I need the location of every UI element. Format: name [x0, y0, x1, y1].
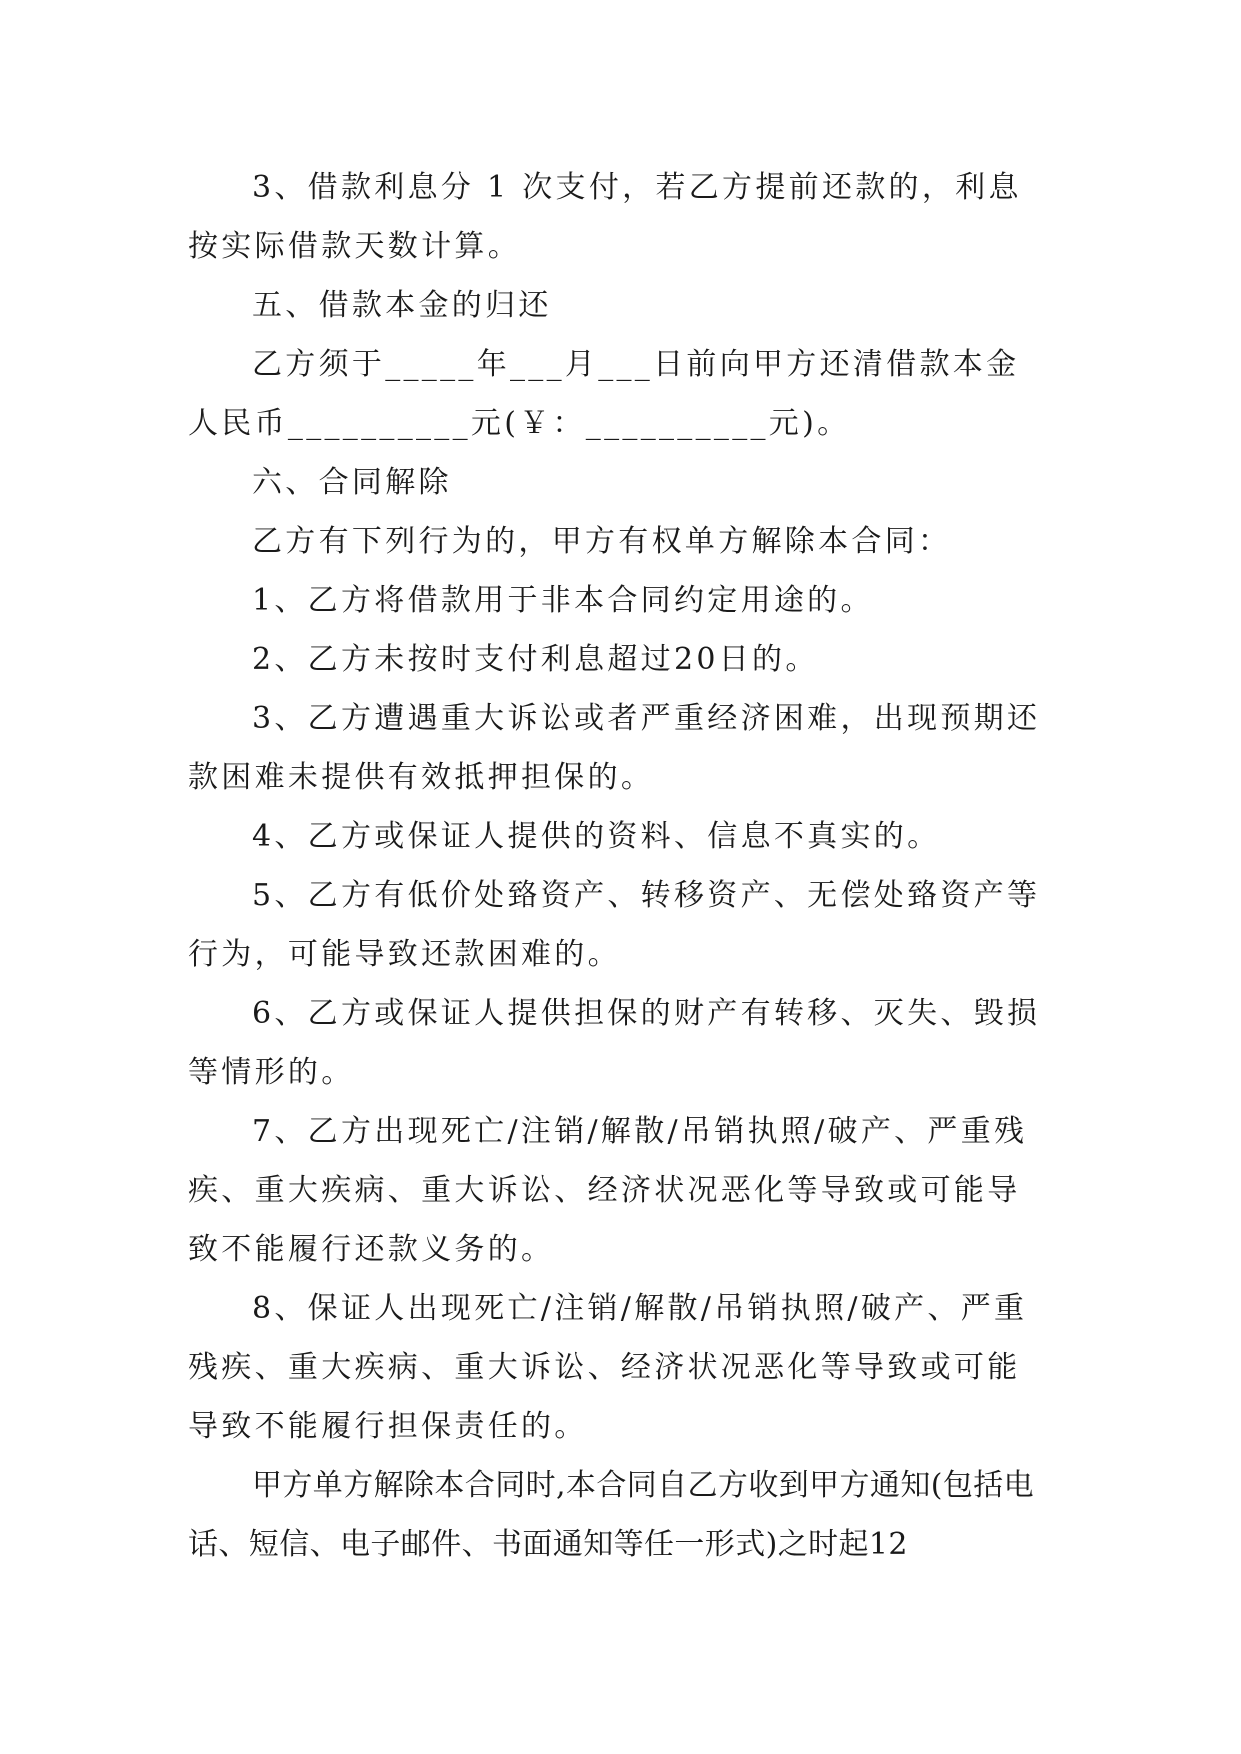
termination-item-1: 1、乙方将借款用于非本合同约定用途的。	[252, 583, 874, 618]
termination-item-4: 4、乙方或保证人提供的资料、信息不真实的。	[252, 819, 941, 854]
section-5-heading: 五、借款本金的归还	[252, 288, 552, 323]
principal-repayment-paragraph: 乙方须于_____年___月___日前向甲方还清借款本金人民币__________元(￥：__________元)。	[188, 347, 1020, 441]
termination-item-3: 3、乙方遭遇重大诉讼或者严重经济困难，出现预期还款困难未提供有效抵押担保的。	[188, 701, 1041, 795]
clause-3-interest: 3、借款利息分 1 次支付，若乙方提前还款的，利息按实际借款天数计算。	[188, 170, 1022, 264]
section-6-heading: 六、合同解除	[252, 465, 452, 500]
termination-effect-paragraph: 甲方单方解除本合同时,本合同自乙方收到甲方通知(包括电话、短信、电子邮件、书面通知等任一形式)之时起12	[188, 1468, 1035, 1562]
termination-item-6: 6、乙方或保证人提供担保的财产有转移、灭失、毁损等情形的。	[188, 996, 1041, 1090]
termination-item-2: 2、乙方未按时支付利息超过20日的。	[252, 642, 819, 677]
termination-intro: 乙方有下列行为的，甲方有权单方解除本合同：	[252, 524, 952, 559]
termination-item-7: 7、乙方出现死亡/注销/解散/吊销执照/破产、严重残疾、重大疾病、重大诉讼、经济状况恶化等导致或可能导致不能履行还款义务的。	[188, 1114, 1028, 1267]
termination-item-5: 5、乙方有低价处臵资产、转移资产、无偿处臵资产等行为，可能导致还款困难的。	[188, 878, 1041, 972]
document-body	[188, 158, 1048, 1574]
termination-item-8: 8、保证人出现死亡/注销/解散/吊销执照/破产、严重残疾、重大疾病、重大诉讼、经济状况恶化等导致或可能导致不能履行担保责任的。	[188, 1291, 1028, 1444]
